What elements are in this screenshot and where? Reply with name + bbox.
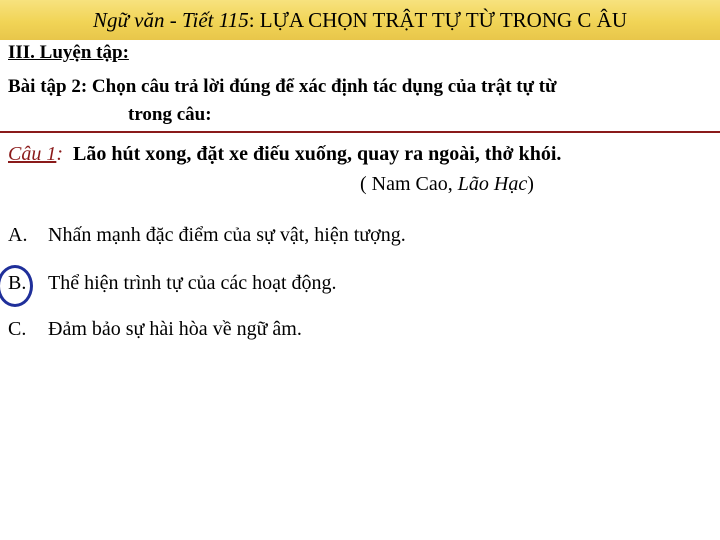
option-text: Nhấn mạnh đặc điểm của sự vật, hiện tượng. bbox=[48, 224, 406, 246]
question-label: Câu 1 bbox=[8, 143, 57, 165]
option-letter: B. bbox=[8, 272, 27, 294]
option-text: Thể hiện trình tự của các hoạt động. bbox=[48, 272, 337, 294]
option-a[interactable] bbox=[8, 224, 406, 247]
slide-title-bar bbox=[0, 0, 720, 40]
citation-title: Lão Hạc bbox=[457, 173, 528, 195]
question-sentence: Lão hút xong, đặt xe điếu xuống, quay ra ngoài, thở khói. bbox=[73, 143, 562, 165]
citation-prefix: ( Nam Cao, bbox=[360, 173, 458, 195]
exercise-prompt-continuation: trong câu: bbox=[128, 104, 212, 125]
citation-suffix: ) bbox=[527, 173, 534, 195]
question-line: Câu 1: Lão hút xong, đặt xe điếu xuống, quay ra ngoài, thở khói. bbox=[8, 143, 562, 165]
citation bbox=[360, 173, 534, 196]
subject-label: Ngữ văn - Tiết 115 bbox=[92, 8, 249, 32]
exercise-prompt: Bài tập 2: Chọn câu trả lời đúng để xác định tác dụng của trật tự từ bbox=[8, 76, 557, 97]
option-letter: C. bbox=[8, 318, 27, 340]
section-heading: III. Luyện tập: bbox=[8, 42, 129, 63]
option-letter: A. bbox=[8, 224, 28, 246]
lesson-title: : LỰA CHỌN TRẬT TỰ TỪ TRONG C ÂU bbox=[248, 8, 628, 32]
option-text: Đảm bảo sự hài hòa về ngữ âm. bbox=[48, 318, 302, 340]
option-c[interactable] bbox=[8, 318, 302, 341]
option-b[interactable] bbox=[8, 272, 337, 295]
divider-line bbox=[0, 131, 720, 133]
